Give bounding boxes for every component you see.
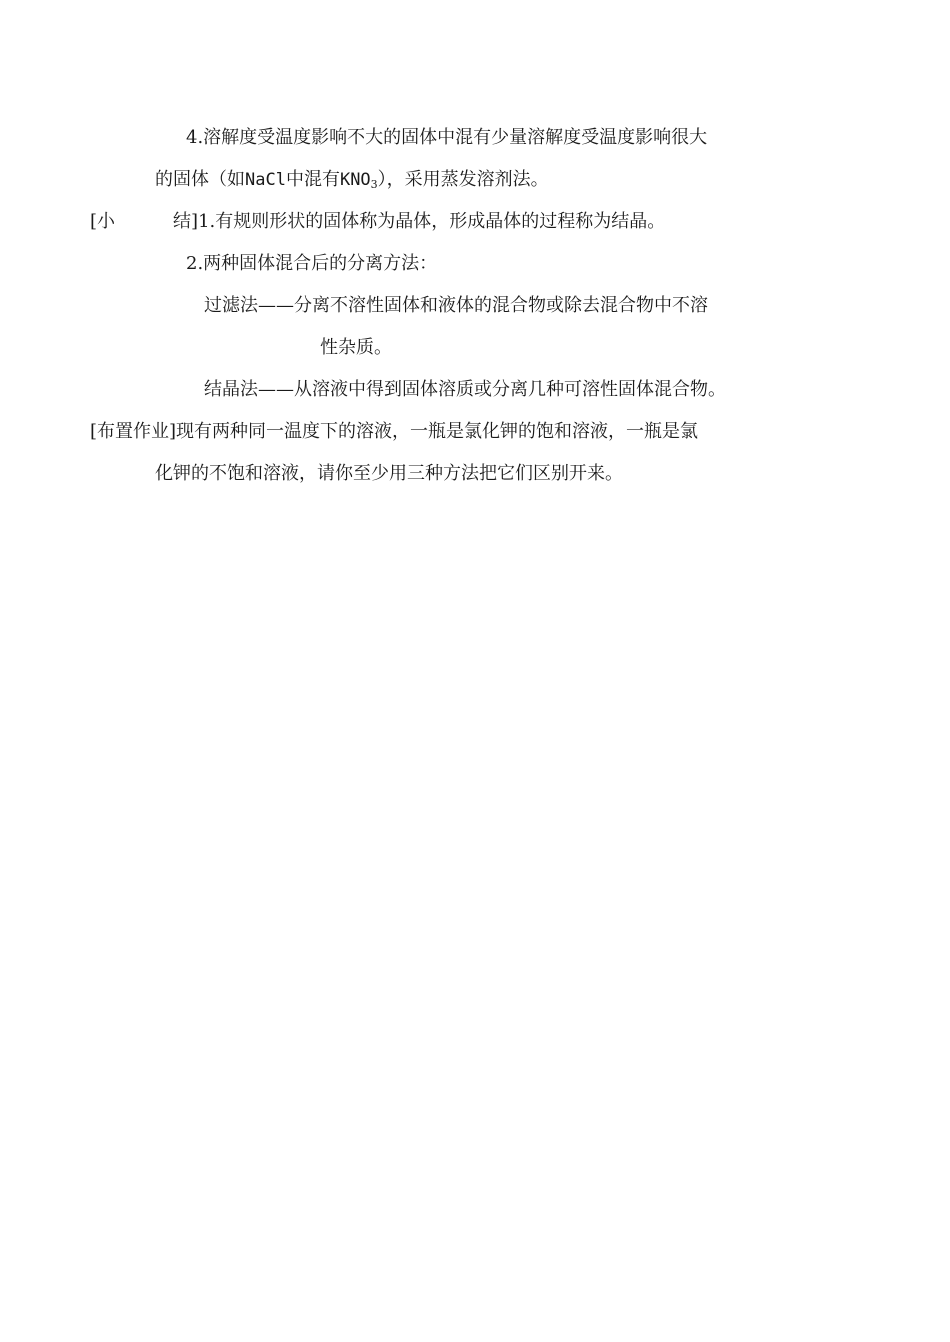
filtration-method-line-1	[204, 294, 708, 318]
nacl-formula: NaCl	[245, 170, 286, 190]
homework-label: [布置作业]	[90, 421, 177, 442]
homework-line-2	[155, 462, 623, 486]
summary-line	[90, 210, 665, 234]
homework-text-cont: 化钾的不饱和溶液，请你至少用三种方法把它们区别开来。	[155, 463, 623, 484]
summary-point-1: 1.有规则形状的固体称为晶体，形成晶体的过程称为结晶。	[198, 211, 666, 232]
filtration-method-text: 过滤法——分离不溶性固体和液体的混合物或除去混合物中不溶	[204, 295, 708, 316]
summary-label-close: 结]	[173, 211, 199, 232]
crystallization-method-text: 结晶法——从溶液中得到固体溶质或分离几种可溶性固体混合物。	[204, 379, 726, 400]
kno3-subscript: 3	[370, 178, 378, 191]
filtration-method-text-cont: 性杂质。	[320, 337, 392, 358]
summary-point-2	[186, 252, 437, 276]
homework-line-1	[90, 420, 698, 444]
point-4-line-2	[155, 168, 549, 192]
point-4-text-mid: 中混有	[285, 169, 340, 190]
summary-point-2-text: 2.两种固体混合后的分离方法：	[186, 253, 438, 274]
point-4-text-post: ），采用蒸发溶剂法。	[377, 169, 549, 190]
point-4-line-1	[186, 126, 707, 150]
filtration-method-line-2	[320, 336, 392, 360]
point-4-text: 4.溶解度受温度影响不大的固体中混有少量溶解度受温度影响很大	[186, 127, 708, 148]
homework-text: 现有两种同一温度下的溶液，一瓶是氯化钾的饱和溶液，一瓶是氯	[176, 421, 699, 442]
kno3-formula: KNO	[339, 170, 371, 190]
crystallization-method-line	[204, 378, 726, 402]
summary-label-open: [小	[90, 211, 116, 232]
point-4-text-pre: 的固体（如	[155, 169, 245, 190]
